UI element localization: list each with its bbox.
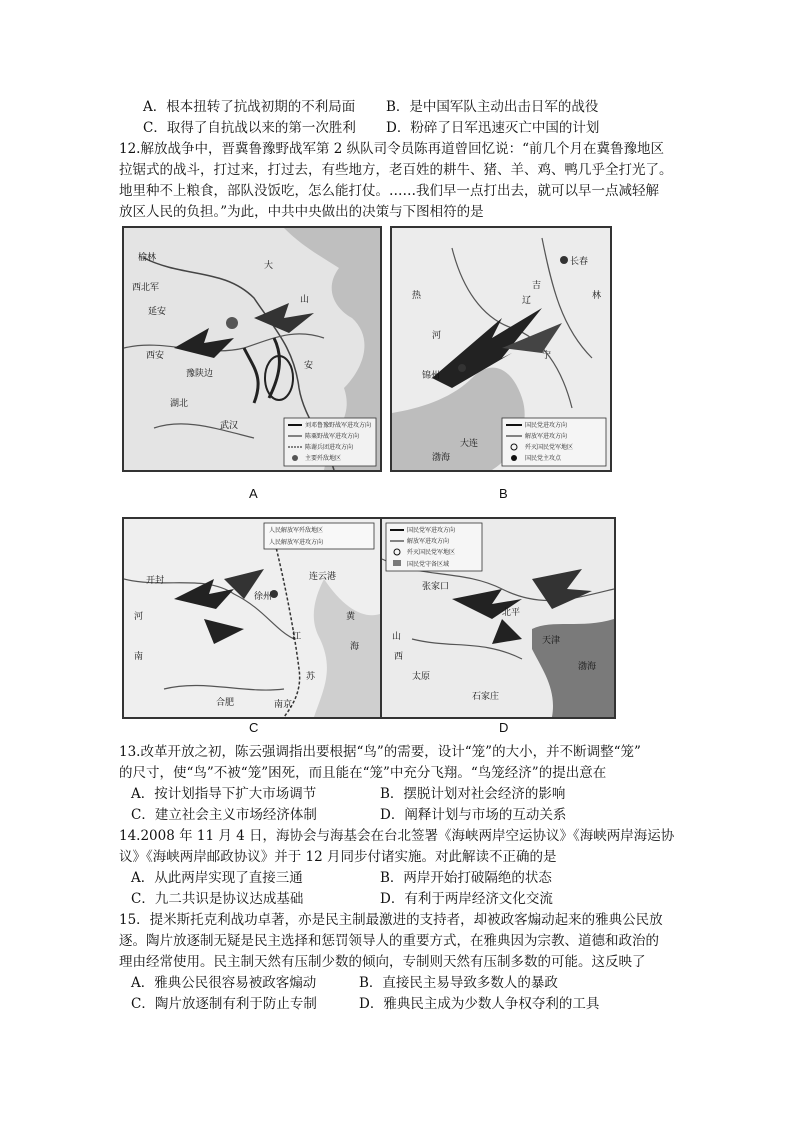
map-c-label-1: 河 [134, 612, 144, 622]
map-a-label-7: 大 [264, 261, 274, 271]
map-a-label-1: 西北军 [132, 283, 160, 293]
q15-option-b: B．直接民主易导致多数人的暴政 [359, 975, 558, 991]
map-c-label-8: 南京 [274, 700, 293, 710]
map-d-legend-1: 解放军进攻方向 [407, 538, 450, 545]
map-a-label-3: 西安 [146, 351, 165, 361]
q12-stem-line-3: 地里种不上粮食，部队没饭吃，怎么能打仗。……我们早一点打出去，就可以早一点减轻解 [119, 183, 659, 199]
map-b-label-0: 长春 [570, 257, 589, 267]
q12-stem-line-2: 拉锯式的战斗，打过来，打过去，有些地方，老百姓的耕牛、猪、羊、鸡、鸭几乎全打光了。 [119, 162, 673, 178]
map-d-label-6: 渤海 [578, 662, 597, 672]
map-d-label-7: 石家庄 [472, 692, 500, 702]
q14-option-d: D．有利于两岸经济文化交流 [380, 891, 553, 907]
q14-option-c: C．九二共识是协议达成基础 [131, 891, 304, 907]
map-d [380, 517, 616, 719]
map-b-legend-1: 解放军进攻方向 [525, 433, 568, 440]
map-c-label-10: 苏 [306, 672, 316, 682]
map-c-label-7: 合肥 [216, 698, 235, 708]
map-a-label-8: 山 [300, 295, 310, 305]
map-d-caption: D [499, 720, 509, 735]
map-c-label-6: 海 [350, 642, 360, 652]
map-c-label-9: 江 [292, 632, 302, 642]
map-b-caption: B [499, 486, 508, 501]
map-d-legend-2: 歼灭国民党军地区 [407, 549, 456, 556]
map-d-legend-3: 国民党守备区域 [407, 561, 450, 568]
q15-option-a: A．雅典公民很容易被政客煽动 [131, 975, 317, 991]
map-a-legend-0: 刘邓鲁豫野战军进攻方向 [305, 422, 372, 429]
map-d-label-4: 山 [392, 632, 402, 642]
map-b-label-6: 宁 [542, 351, 552, 361]
map-a-label-2: 延安 [148, 307, 167, 317]
q13-stem-line-1: 13.改革开放之初，陈云强调指出要根据“鸟”的需要，设计“笼”的大小，并不断调整“笼” [119, 744, 641, 760]
q13-option-c: C．建立社会主义市场经济体制 [131, 807, 317, 823]
map-b-legend-0: 国民党进攻方向 [525, 422, 568, 429]
q15-stem-line-2: 逐。陶片放逐制无疑是民主选择和惩罚领导人的重要方式，在雅典因为宗教、道德和政治的 [119, 933, 659, 949]
q12-stem-line-4: 放区人民的负担。”为此，中共中央做出的决策与下图相符的是 [119, 204, 484, 220]
map-b [390, 226, 612, 472]
map-c-label-5: 黄 [346, 612, 356, 622]
q14-option-b: B．两岸开始打破隔绝的状态 [380, 870, 552, 886]
map-d-label-2: 张家口 [422, 582, 450, 592]
map-b-legend-2: 歼灭国民党军地区 [525, 444, 574, 451]
q12-stem-line-1: 12.解放战争中，晋冀鲁豫野战军第 2 纵队司令员陈再道曾回忆说：“前几个月在冀鲁豫地区 [119, 141, 665, 157]
q11-option-d: D．粉碎了日军迅速灭亡中国的计划 [386, 120, 600, 136]
map-c-legend-0: 人民解放军歼敌地区 [269, 527, 324, 534]
map-b-label-5: 辽 [522, 296, 532, 306]
map-b-label-7: 锦州 [422, 371, 441, 381]
map-a-label-5: 湖北 [170, 399, 189, 409]
q15-option-d: D．雅典民主成为少数人争权夺利的工具 [359, 996, 600, 1012]
q14-stem-line-1: 14.2008 年 11 月 4 日，海协会与海基会在台北签署《海峡两岸空运协议》《海峡两岸海运协 [119, 828, 675, 844]
map-b-label-8: 渤海 [432, 453, 451, 463]
map-a-label-0: 榆林 [138, 253, 157, 263]
map-c [122, 517, 382, 719]
map-a-label-4: 豫陕边 [186, 369, 214, 379]
map-c-caption: C [249, 720, 259, 735]
map-c-label-2: 南 [134, 652, 144, 662]
map-a-label-9: 安 [304, 361, 314, 371]
map-d-legend-0: 国民党军进攻方向 [407, 527, 456, 534]
map-a [122, 226, 382, 472]
map-d-label-0: 北平 [502, 608, 521, 618]
q11-option-b: B．是中国军队主动出击日军的战役 [386, 99, 599, 115]
map-b-label-1: 吉 [532, 281, 542, 291]
q15-stem-line-1: 15．提米斯托克利战功卓著，亦是民主制最激进的支持者，却被政客煽动起来的雅典公民放 [119, 912, 663, 928]
q14-option-a: A．从此两岸实现了直接三通 [131, 870, 303, 886]
map-c-legend-1: 人民解放军进攻方向 [269, 539, 324, 546]
map-a-label-6: 武汉 [220, 421, 239, 431]
map-c-label-4: 连云港 [309, 572, 337, 582]
map-a-caption: A [249, 486, 258, 501]
q13-option-a: A．按计划指导下扩大市场调节 [131, 786, 317, 802]
map-a-legend-2: 陈谢兵团进攻方向 [305, 444, 354, 451]
map-d-label-3: 太原 [412, 672, 431, 682]
map-a-legend-3: 主要歼敌地区 [305, 455, 342, 462]
q14-stem-line-2: 议》《海峡两岸邮政协议》并于 12 月同步付诸实施。对此解读不正确的是 [119, 849, 557, 865]
q11-option-a: A．根本扭转了抗战初期的不利局面 [143, 99, 356, 115]
map-b-label-4: 河 [432, 331, 442, 341]
map-b-label-3: 热 [412, 291, 422, 301]
map-d-label-1: 天津 [542, 636, 561, 646]
q15-stem-line-3: 理由经常使用。民主制天然有压制少数的倾向，专制则天然有压制多数的可能。这反映了 [119, 954, 646, 970]
map-d-label-5: 西 [394, 652, 404, 662]
q13-stem-line-2: 的尺寸，使“鸟”不被“笼”困死，而且能在“笼”中充分飞翔。“鸟笼经济”的提出意在 [119, 765, 607, 781]
q13-option-d: D．阐释计划与市场的互动关系 [380, 807, 567, 823]
map-a-legend-1: 陈粟野战军进攻方向 [305, 433, 360, 440]
q11-option-c: C．取得了自抗战以来的第一次胜利 [143, 120, 356, 136]
map-b-label-9: 大连 [460, 439, 479, 449]
map-c-label-3: 徐州 [254, 592, 273, 602]
q13-option-b: B．摆脱计划对社会经济的影响 [380, 786, 566, 802]
map-c-label-0: 开封 [146, 576, 165, 586]
map-b-legend-3: 国民党主攻点 [525, 455, 562, 462]
map-b-label-2: 林 [592, 291, 602, 301]
q15-option-c: C．陶片放逐制有利于防止专制 [131, 996, 317, 1012]
